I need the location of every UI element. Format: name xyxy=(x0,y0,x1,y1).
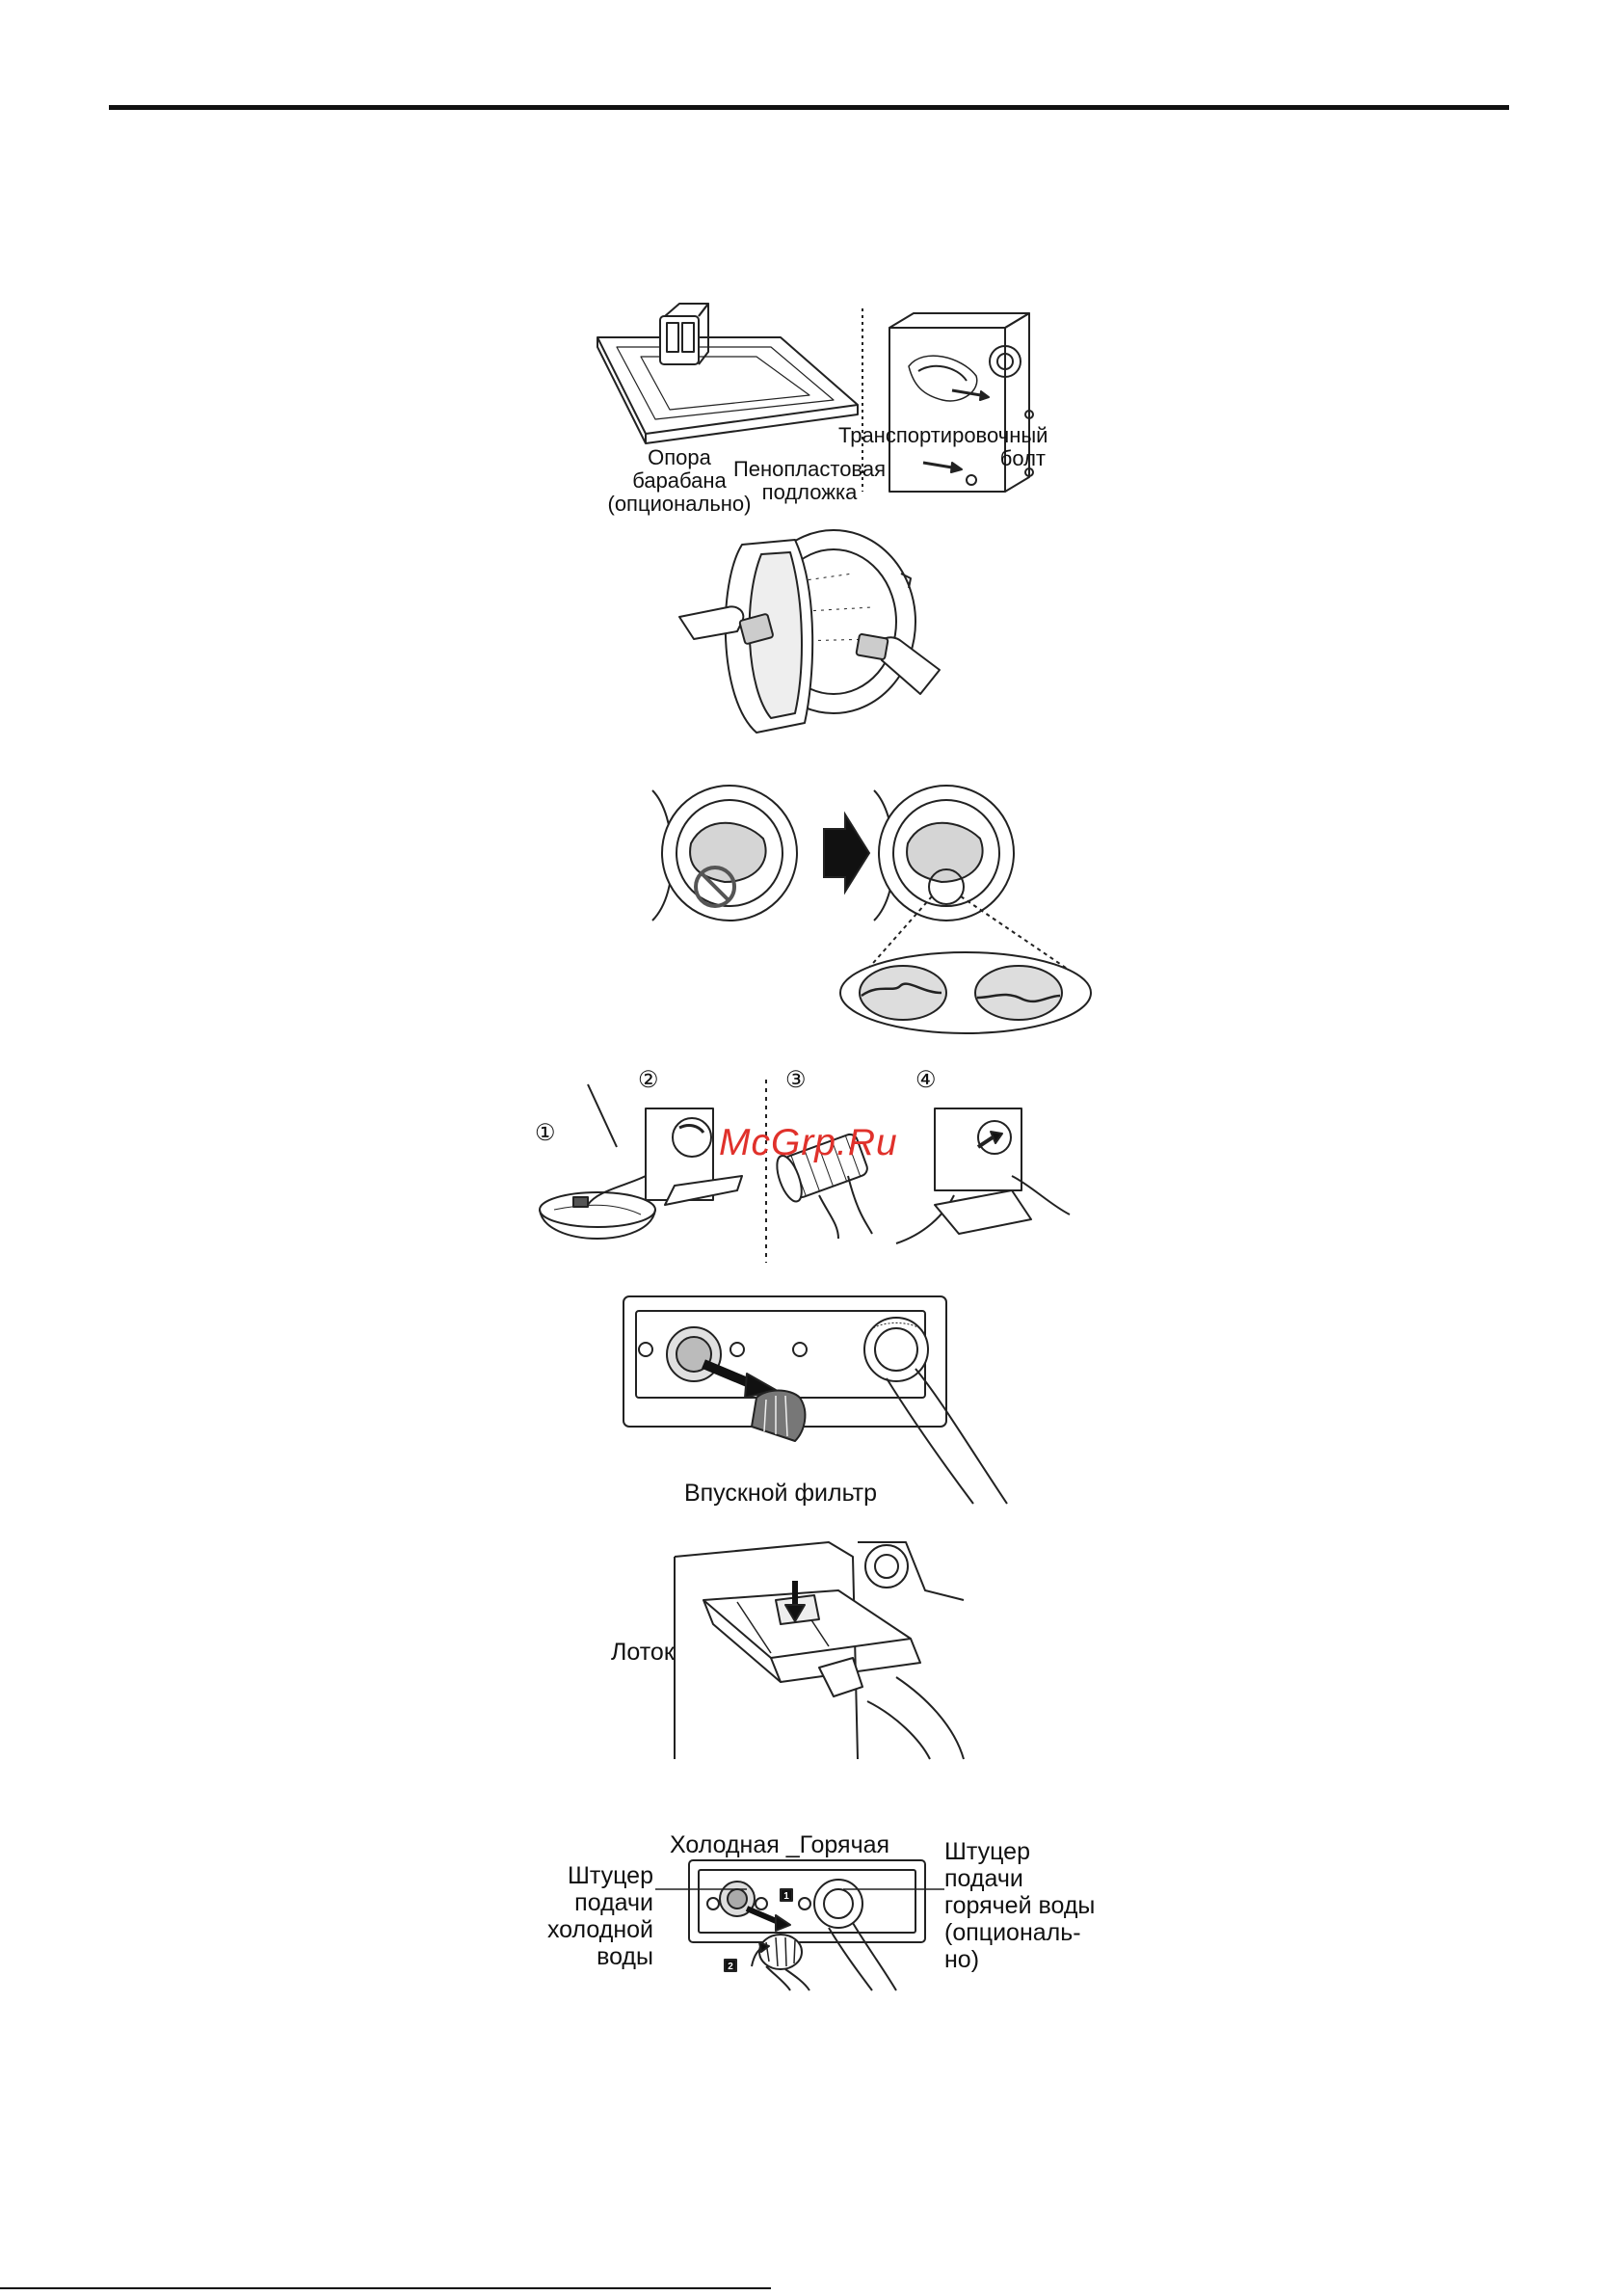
transit-bolt-line-1: Транспортировочный xyxy=(838,423,1048,447)
drum-support-label xyxy=(607,446,752,516)
transit-bolt-label xyxy=(838,424,1046,470)
cold-fitting-line-1: Штуцер xyxy=(568,1862,653,1889)
cold-fitting-line-3: холодной xyxy=(546,1916,653,1943)
water-inlet-illustration xyxy=(684,1855,935,1990)
tray-label: Лоток xyxy=(611,1639,675,1666)
inlet-filter-illustration xyxy=(622,1292,1017,1504)
cold-fitting-label xyxy=(511,1862,653,1970)
hot-fitting-line-2: подачи xyxy=(944,1865,1023,1892)
foam-base-line-1: Пенопластовая xyxy=(732,457,887,481)
header-rule xyxy=(109,105,1509,110)
step-1-label: ① xyxy=(535,1120,556,1146)
transit-bolt-line-2: болт xyxy=(999,446,1046,470)
step-2-label: ② xyxy=(638,1067,659,1093)
watermark: McGrp.Ru xyxy=(719,1122,898,1163)
svg-text:2: 2 xyxy=(728,1962,733,1972)
detergent-tray-illustration xyxy=(675,1533,964,1759)
inlet-filter-label: Впускной фильтр xyxy=(683,1480,878,1507)
hot-fitting-label xyxy=(944,1838,1095,1973)
drum-support-line-2: барабана xyxy=(632,468,727,493)
svg-text:1: 1 xyxy=(783,1891,789,1902)
hot-fitting-line-3: горячей воды xyxy=(944,1892,1096,1919)
footer-rule xyxy=(0,2287,771,2289)
drum-support-line-1: Опора xyxy=(648,445,711,469)
hot-fitting-line-1: Штуцер xyxy=(944,1838,1030,1865)
foam-base-line-2: подложка xyxy=(761,480,858,504)
gasket-check-illustration xyxy=(648,776,1096,1036)
cold-fitting-line-2: подачи xyxy=(574,1889,653,1916)
hot-fitting-line-4: (опциональ- xyxy=(944,1919,1081,1946)
transit-bolt-illustration xyxy=(885,308,1048,501)
cold-hot-label: Холодная _Горячая xyxy=(670,1831,890,1858)
drum-support-line-3: (опционально) xyxy=(607,492,752,516)
cold-fitting-line-4: воды xyxy=(597,1943,653,1970)
step-4-label: ④ xyxy=(915,1067,937,1093)
drain-filter-illustration xyxy=(530,1067,1099,1263)
hot-fitting-line-5: но) xyxy=(944,1946,980,1973)
leader-lines xyxy=(655,1880,944,1899)
foam-base-illustration xyxy=(588,299,877,453)
door-cleaning-illustration xyxy=(679,525,940,737)
step-3-label: ③ xyxy=(785,1067,807,1093)
